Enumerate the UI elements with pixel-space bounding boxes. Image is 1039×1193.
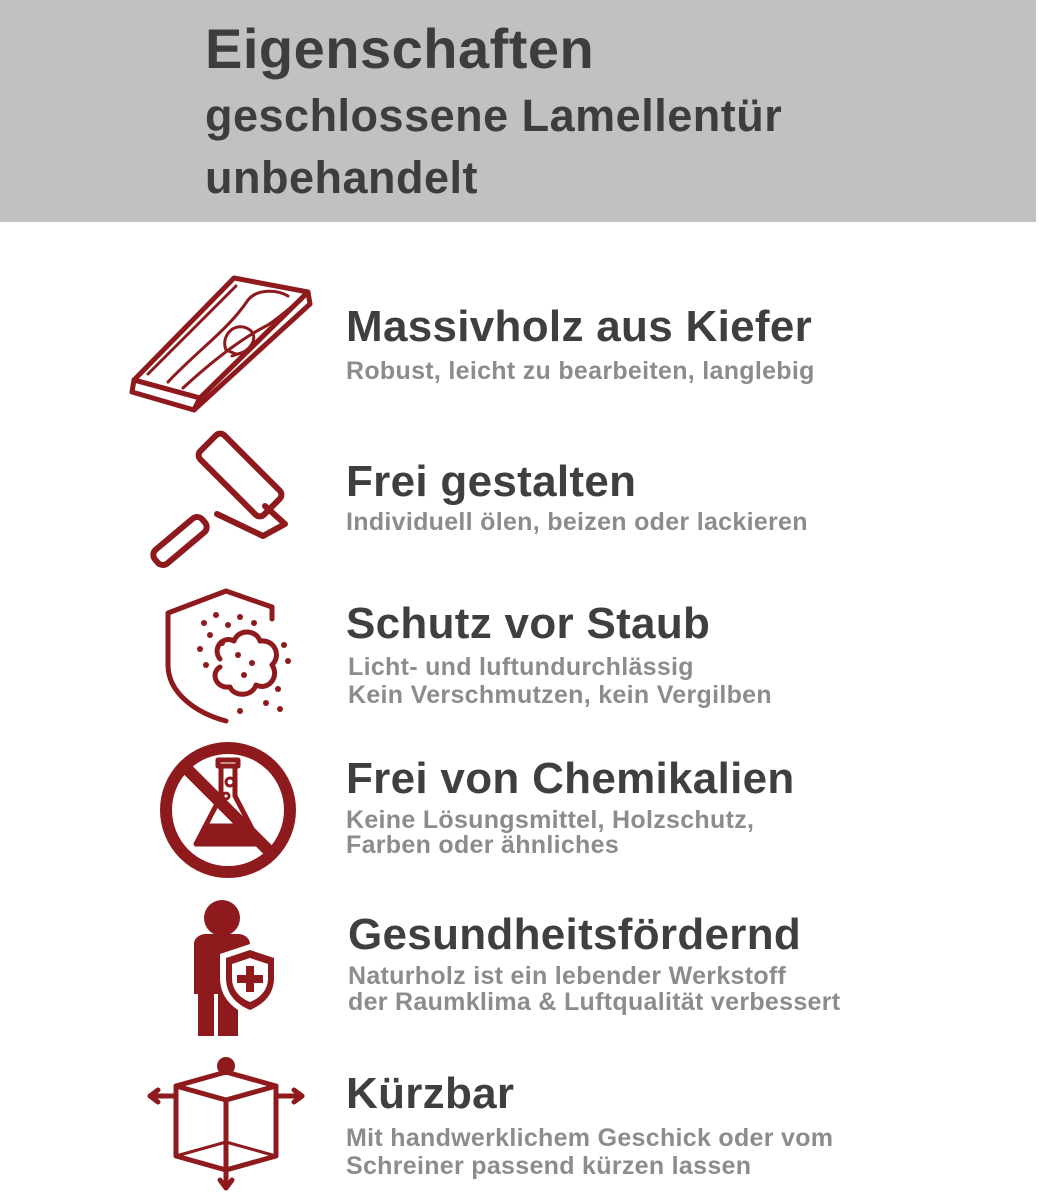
page-title: Eigenschaften (205, 17, 595, 80)
health-person-shield-icon (188, 898, 288, 1040)
feature-desc-line1: Naturholz ist ein lebender Werkstoff (348, 962, 787, 990)
feature-title: Massivholz aus Kiefer (346, 302, 813, 351)
feature-desc-line1: Robust, leicht zu bearbeiten, langlebig (346, 357, 815, 385)
feature-desc-line1: Individuell ölen, beizen oder lackieren (346, 508, 808, 536)
feature-desc-line2: Farben oder ähnliches (346, 831, 620, 859)
feature-title: Frei gestalten (346, 457, 637, 506)
no-chemicals-icon (158, 740, 298, 880)
feature-desc-line2: Schreiner passend kürzen lassen (346, 1152, 752, 1180)
feature-title: Gesundheitsfördernd (348, 910, 802, 959)
feature-desc-line2: der Raumklima & Luftqualität verbessert (348, 988, 841, 1016)
page-subtitle-line2: unbehandelt (205, 152, 478, 203)
dust-shield-icon (160, 585, 300, 725)
feature-desc-line2: Kein Verschmutzen, kein Vergilben (348, 681, 772, 709)
page-subtitle-line1: geschlossene Lamellentür (205, 90, 783, 141)
feature-title: Frei von Chemikalien (346, 754, 795, 803)
feature-desc-line1: Licht- und luftundurchlässig (348, 653, 694, 681)
feature-desc-line1: Mit handwerklichem Geschick oder vom (346, 1124, 834, 1152)
header-banner (0, 0, 1036, 222)
wood-plank-icon (128, 270, 318, 415)
paint-roller-icon (145, 428, 295, 573)
feature-desc-line1: Keine Lösungsmittel, Holzschutz, (346, 806, 755, 834)
feature-title: Kürzbar (346, 1069, 515, 1118)
resize-box-icon (146, 1052, 306, 1192)
feature-title: Schutz vor Staub (346, 599, 711, 648)
